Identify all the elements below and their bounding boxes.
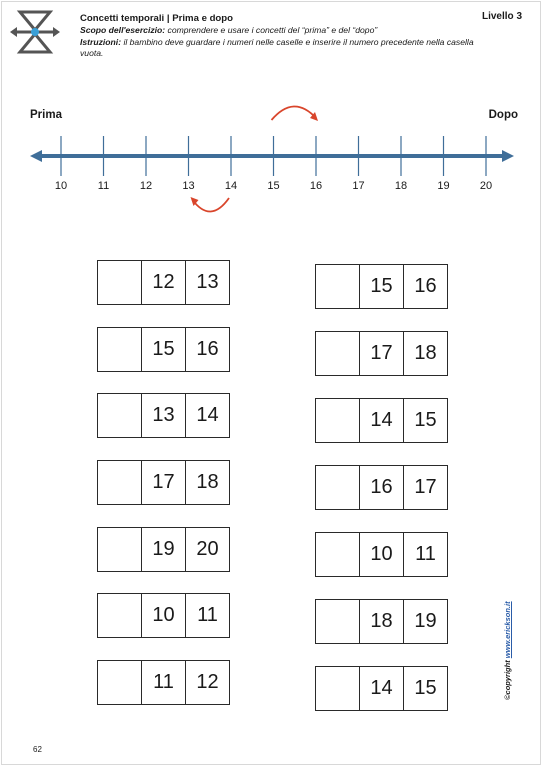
number-cell: 18 <box>360 600 404 643</box>
number-cell: 17 <box>414 476 437 498</box>
tick-label: 19 <box>437 180 450 192</box>
tick-label: 17 <box>352 180 365 192</box>
number-cell: 18 <box>414 342 437 364</box>
exercise-row <box>315 398 448 443</box>
answer-cell[interactable] <box>316 533 360 576</box>
answer-cell[interactable] <box>316 466 360 509</box>
number-cell: 11 <box>197 604 218 626</box>
answer-cell[interactable] <box>98 661 142 704</box>
number-cell: 12 <box>142 261 186 304</box>
answer-cell[interactable] <box>316 399 360 442</box>
answer-cell[interactable] <box>316 265 360 308</box>
instructions-text: il bambino deve guardare i numeri nelle caselle e inserire il numero precedente nella casella vuota. <box>80 36 474 58</box>
copyright-link[interactable]: www.erickson.it <box>503 601 512 659</box>
exercise-row <box>97 327 230 372</box>
answer-cell[interactable] <box>98 594 142 637</box>
exercise-row <box>315 465 448 510</box>
instructions-label: Istruzioni: <box>80 36 122 47</box>
copyright-label: ©copyright <box>503 658 512 700</box>
level-label: Livello 3 <box>481 11 522 22</box>
number-cell: 11 <box>415 543 436 565</box>
number-cell: 14 <box>360 667 404 710</box>
answer-cell[interactable] <box>316 332 360 375</box>
copyright <box>503 590 512 700</box>
answer-cell[interactable] <box>98 528 142 571</box>
number-cell: 14 <box>196 404 219 426</box>
number-cell: 13 <box>196 271 219 293</box>
number-cell: 11 <box>142 661 186 704</box>
exercise-row <box>315 331 448 376</box>
tick-label: 14 <box>224 180 238 192</box>
number-cell: 16 <box>360 466 404 509</box>
number-cell: 19 <box>414 610 437 632</box>
answer-cell[interactable] <box>98 461 142 504</box>
number-cell: 15 <box>414 677 437 699</box>
exercise-row <box>97 593 230 638</box>
number-cell: 20 <box>196 538 219 560</box>
number-cell: 19 <box>142 528 186 571</box>
exercise-row <box>97 393 230 438</box>
tick-label: 15 <box>267 180 280 192</box>
exercise-row <box>97 660 230 705</box>
number-cell: 18 <box>196 471 219 493</box>
exercise-row <box>97 260 230 305</box>
answer-cell[interactable] <box>98 328 142 371</box>
tick-label: 13 <box>182 180 195 192</box>
exercise-row <box>315 666 448 711</box>
tick-label: 11 <box>97 180 110 192</box>
number-cell: 17 <box>142 461 186 504</box>
answer-cell[interactable] <box>316 667 360 710</box>
number-cell: 15 <box>360 265 404 308</box>
tick-label: 20 <box>479 180 493 192</box>
number-cell: 13 <box>142 394 186 437</box>
exercise-row <box>315 599 448 644</box>
tick-label: 18 <box>394 180 408 192</box>
number-cell: 14 <box>360 399 404 442</box>
answer-cell[interactable] <box>316 600 360 643</box>
number-cell: 17 <box>360 332 404 375</box>
tick-label: 12 <box>139 180 153 192</box>
exercise-title: Concetti temporali | Prima e dopo <box>80 13 234 24</box>
number-cell: 15 <box>142 328 186 371</box>
after-arc <box>272 106 317 120</box>
left-arrowhead <box>30 150 42 162</box>
answer-cell[interactable] <box>98 261 142 304</box>
number-cell: 16 <box>414 275 437 297</box>
number-cell: 16 <box>196 338 219 360</box>
number-cell: 12 <box>196 671 219 693</box>
tick-label: 10 <box>54 180 68 192</box>
after-label: Dopo <box>488 109 518 121</box>
exercise-row <box>97 460 230 505</box>
tick-label: 16 <box>309 180 323 192</box>
scope-text: comprendere e usare i concetti del “prima” e del “dopo” <box>165 25 378 35</box>
exercise-row <box>97 527 230 572</box>
right-arrowhead <box>502 150 514 162</box>
answer-cell[interactable] <box>98 394 142 437</box>
exercise-row <box>315 532 448 577</box>
number-cell: 15 <box>414 409 437 431</box>
number-cell: 10 <box>142 594 186 637</box>
page-number: 62 <box>33 745 42 754</box>
scope-label: Scopo dell'esercizio: <box>80 25 166 35</box>
before-label: Prima <box>30 109 62 121</box>
number-cell: 10 <box>360 533 404 576</box>
exercise-row <box>315 264 448 309</box>
